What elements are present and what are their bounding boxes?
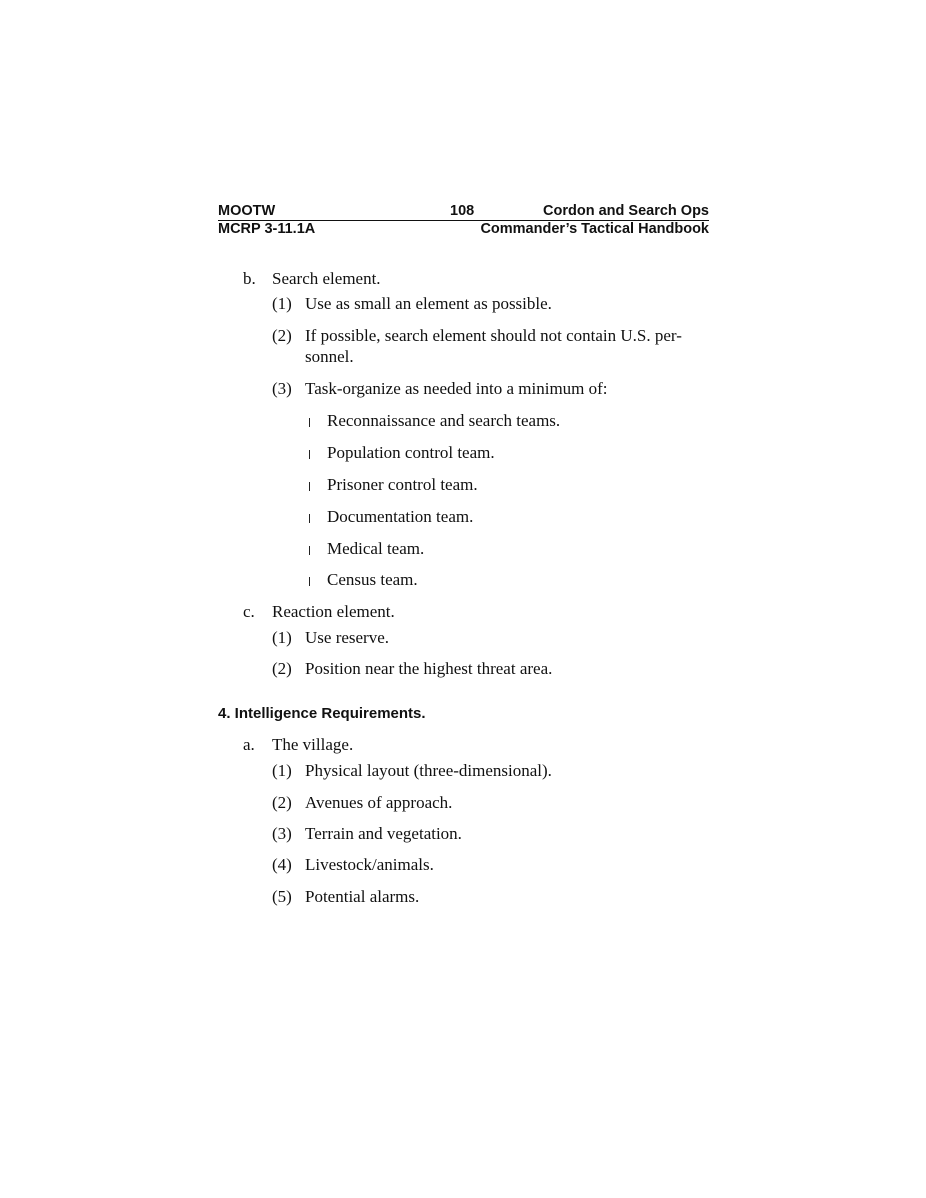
subitem-text-continuation: sonnel.: [305, 347, 354, 366]
subitem-label: (1): [272, 761, 292, 780]
bullet-icon: [309, 450, 310, 459]
bullet-icon: [309, 514, 310, 523]
bullet-icon: [309, 418, 310, 427]
subitem-text: Terrain and vegetation.: [305, 824, 462, 843]
header-handbook-title: Commander’s Tactical Handbook: [480, 221, 709, 237]
bullet-text: Medical team.: [327, 539, 425, 558]
bullet-text: Documentation team.: [327, 507, 474, 526]
page-number: 108: [450, 203, 475, 219]
item-c-title: Reaction element.: [272, 602, 395, 621]
subitem-label: (1): [272, 294, 292, 313]
subitem-text: Avenues of approach.: [305, 793, 453, 812]
subitem-text: Livestock/animals.: [305, 855, 434, 874]
subitem-label: (1): [272, 628, 292, 647]
bullet-text: Reconnaissance and search teams.: [327, 411, 561, 430]
running-header-top: [218, 203, 709, 221]
item-label-a: a.: [243, 735, 255, 754]
subitem-label: (3): [272, 379, 292, 398]
item-a-title: The village.: [272, 735, 354, 754]
bullet-icon: [309, 482, 310, 491]
subitem-text: Potential alarms.: [305, 887, 420, 906]
subitem-text: Use reserve.: [305, 628, 390, 647]
bullet-icon: [309, 546, 310, 555]
subitem-label: (4): [272, 855, 292, 874]
subitem-text: Physical layout (three-dimensional).: [305, 761, 552, 780]
subitem-label: (3): [272, 824, 292, 843]
header-series: MOOTW: [218, 203, 276, 219]
header-chapter-title: Cordon and Search Ops: [543, 203, 709, 219]
subitem-label: (2): [272, 326, 292, 345]
bullet-text: Population control team.: [327, 443, 495, 462]
subitem-text: If possible, search element should not contain U.S. per-: [305, 326, 682, 345]
subitem-text: Use as small an element as possible.: [305, 294, 552, 313]
bullet-text: Prisoner control team.: [327, 475, 478, 494]
subitem-text: Position near the highest threat area.: [305, 659, 553, 678]
subitem-label: (2): [272, 659, 292, 678]
running-header-bottom: [218, 221, 709, 238]
subitem-text: Task-organize as needed into a minimum of:: [305, 379, 608, 398]
header-publication-id: MCRP 3-11.1A: [218, 221, 316, 237]
item-label-c: c.: [243, 602, 255, 621]
section-heading: 4. Intelligence Requirements.: [218, 705, 426, 722]
subitem-label: (2): [272, 793, 292, 812]
subitem-label: (5): [272, 887, 292, 906]
bullet-text: Census team.: [327, 570, 418, 589]
bullet-icon: [309, 577, 310, 586]
item-b-title: Search element.: [272, 269, 381, 288]
item-label-b: b.: [243, 269, 256, 288]
